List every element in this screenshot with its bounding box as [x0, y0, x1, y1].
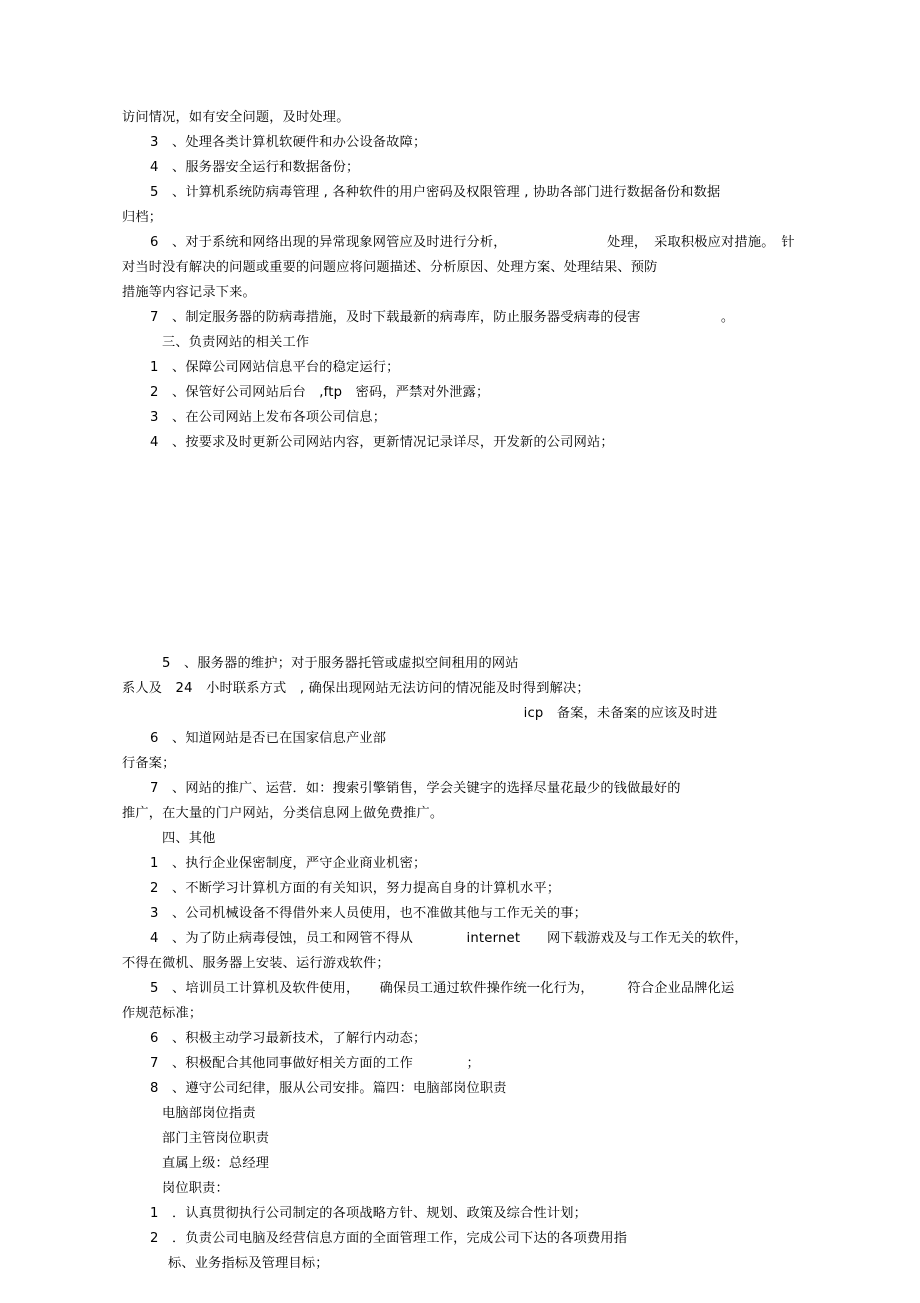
paragraph-line: 5 、服务器的维护；对于服务器托管或虚拟空间租用的网站 — [162, 656, 519, 671]
paragraph-line: 对当时没有解决的问题或重要的问题应将问题描述、分析原因、处理方案、处理结果、预防 — [122, 260, 658, 275]
paragraph-line: 归档； — [122, 210, 163, 225]
paragraph-line: 3 、公司机械设备不得借外来人员使用，也不准做其他与工作无关的事； — [150, 906, 587, 921]
section-network-security-duties — [122, 105, 798, 455]
paragraph-line: 3 、在公司网站上发布各项公司信息； — [150, 410, 387, 425]
paragraph-line: 5 、培训员工计算机及软件使用， 确保员工通过软件操作统一化行为， 符合企业品牌化运 — [150, 981, 735, 996]
paragraph-line: 1 、保障公司网站信息平台的稳定运行； — [150, 360, 400, 375]
paragraph-line: 7 、积极配合其他同事做好相关方面的工作 ； — [150, 1056, 480, 1071]
paragraph-line: 7 、制定服务器的防病毒措施，及时下载最新的病毒库，防止服务器受病毒的侵害 。 — [150, 310, 735, 325]
paragraph-line: 4 、服务器安全运行和数据备份； — [150, 160, 360, 175]
paragraph-line: icp 备案，未备案的应该及时进 — [122, 706, 718, 721]
subheading-department-head-duties: 部门主管岗位职责 — [162, 1131, 270, 1146]
section-heading-website-work: 三、负责网站的相关工作 — [162, 335, 310, 350]
section-website-maintenance-and-other — [122, 651, 798, 1276]
paragraph-line: 行备案； — [122, 756, 176, 771]
paragraph-line: 4 、为了防止病毒侵蚀，员工和网管不得从 internet 网下载游戏及与工作无关的软件， — [150, 931, 748, 946]
subheading-job-duties: 岗位职责： — [162, 1181, 229, 1196]
page-break-gap — [122, 455, 798, 651]
paragraph-line: 系人及 24 小时联系方式 , 确保出现网站无法访问的情况能及时得到解决； — [122, 681, 590, 696]
paragraph-line: 7 、网站的推广、运营．如：搜索引擎销售，学会关键字的选择尽量花最少的钱做最好的 — [150, 781, 681, 796]
paragraph-line: 8 、遵守公司纪律，服从公司安排。篇四：电脑部岗位职责 — [150, 1081, 507, 1096]
paragraph-line: 1 ．认真贯彻执行公司制定的各项战略方针、规划、政策及综合性计划； — [150, 1206, 587, 1221]
paragraph-line: 6 、知道网站是否已在国家信息产业部 — [150, 731, 387, 746]
paragraph-line: 作规范标准； — [122, 1006, 203, 1021]
paragraph-line: 5 、计算机系统防病毒管理 , 各种软件的用户密码及权限管理 , 协助各部门进行数据备份和数据 — [150, 185, 721, 200]
paragraph-line: 1 、执行企业保密制度，严守企业商业机密； — [150, 856, 427, 871]
paragraph-line: 2 、保管好公司网站后台 ,ftp 密码，严禁对外泄露； — [150, 385, 490, 400]
section-heading-computer-dept-duties: 电脑部岗位指责 — [162, 1106, 256, 1121]
paragraph-line: 访问情况，如有安全问题，及时处理。 — [122, 110, 350, 125]
paragraph-line: 措施等内容记录下来。 — [122, 285, 256, 300]
document-body — [122, 105, 798, 1276]
paragraph-line: 2 ．负责公司电脑及经营信息方面的全面管理工作，完成公司下达的各项费用指 — [150, 1231, 628, 1246]
paragraph-line: 不得在微机、服务器上安装、运行游戏软件； — [122, 956, 390, 971]
paragraph-line: 3 、处理各类计算机软硬件和办公设备故障； — [150, 135, 427, 150]
paragraph-line: 2 、不断学习计算机方面的有关知识，努力提高自身的计算机水平； — [150, 881, 561, 896]
paragraph-line: 推广，在大量的门户网站，分类信息网上做免费推广。 — [122, 806, 444, 821]
paragraph-line: 标、业务指标及管理目标； — [168, 1256, 329, 1271]
paragraph-line: 6 、对于系统和网络出现的异常现象网管应及时进行分析， 处理， 采取积极应对措施。 针 — [150, 235, 795, 250]
subheading-direct-supervisor: 直属上级：总经理 — [162, 1156, 270, 1171]
paragraph-line: 4 、按要求及时更新公司网站内容，更新情况记录详尽，开发新的公司网站； — [150, 435, 614, 450]
paragraph-line: 6 、积极主动学习最新技术，了解行内动态； — [150, 1031, 427, 1046]
section-heading-other: 四、其他 — [162, 831, 216, 846]
